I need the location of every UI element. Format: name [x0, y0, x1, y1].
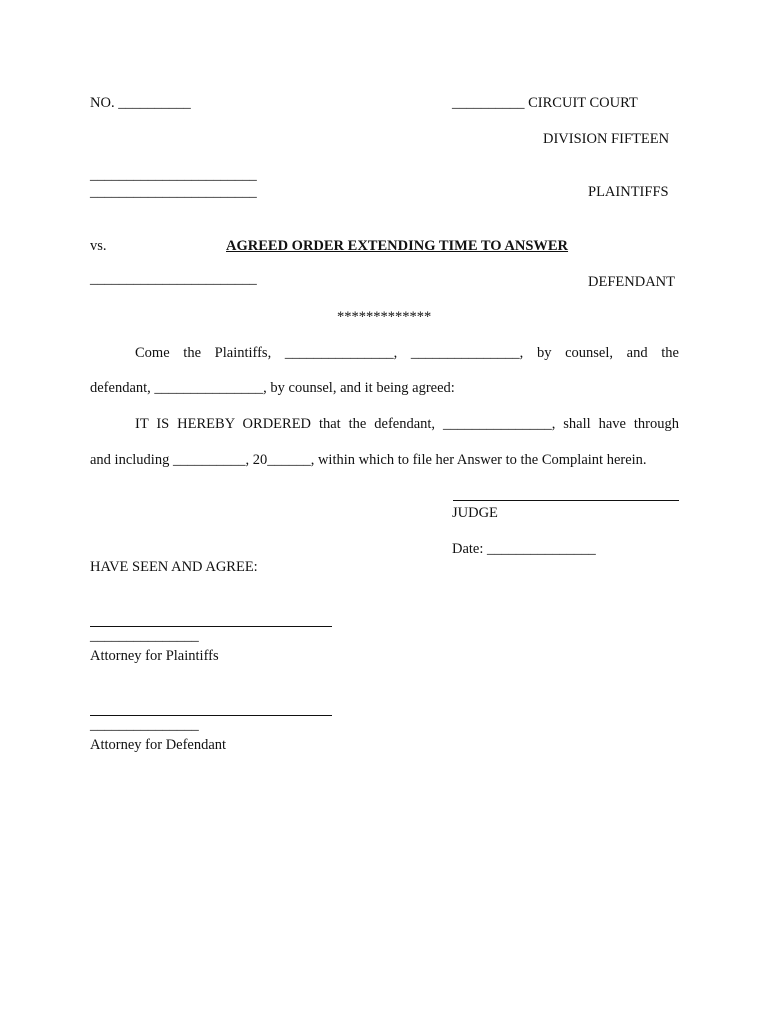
plaintiff-attorney-label: Attorney for Plaintiffs	[90, 648, 219, 664]
paragraph-1-line-2: defendant, _______________, by counsel, and it being agreed:	[90, 380, 455, 396]
judge-label: JUDGE	[452, 505, 498, 521]
paragraph-2-line-1: IT IS HEREBY ORDERED that the defendant, _______________, shall have through	[135, 416, 679, 432]
agreement-heading: HAVE SEEN AND AGREE:	[90, 559, 258, 575]
judge-signature-line	[453, 500, 679, 501]
judge-date: Date: _______________	[452, 541, 596, 557]
defendant-label: DEFENDANT	[588, 274, 675, 290]
division-name: DIVISION FIFTEEN	[543, 131, 670, 147]
paragraph-2-line-2: and including __________, 20______, within which to file her Answer to the Complaint herein.	[90, 452, 647, 468]
court-name: __________ CIRCUIT COURT	[452, 95, 638, 111]
case-number: NO. __________	[90, 95, 191, 111]
defendant-attorney-label: Attorney for Defendant	[90, 737, 227, 753]
defendant-attorney-signature-line-short: _______________	[90, 717, 199, 733]
vs-label: vs.	[90, 238, 107, 254]
defendant-name-line: _______________________	[90, 271, 257, 287]
plaintiffs-label: PLAINTIFFS	[588, 184, 669, 200]
paragraph-1-line-1: Come the Plaintiffs, _______________, _______________, by counsel, and the	[135, 345, 679, 361]
section-separator: *************	[337, 309, 432, 325]
plaintiff-attorney-signature-line-short: _______________	[90, 628, 199, 644]
plaintiff-name-line-1: _______________________	[90, 167, 257, 183]
document-title: AGREED ORDER EXTENDING TIME TO ANSWER	[226, 238, 569, 254]
plaintiff-name-line-2: _______________________	[90, 184, 257, 200]
